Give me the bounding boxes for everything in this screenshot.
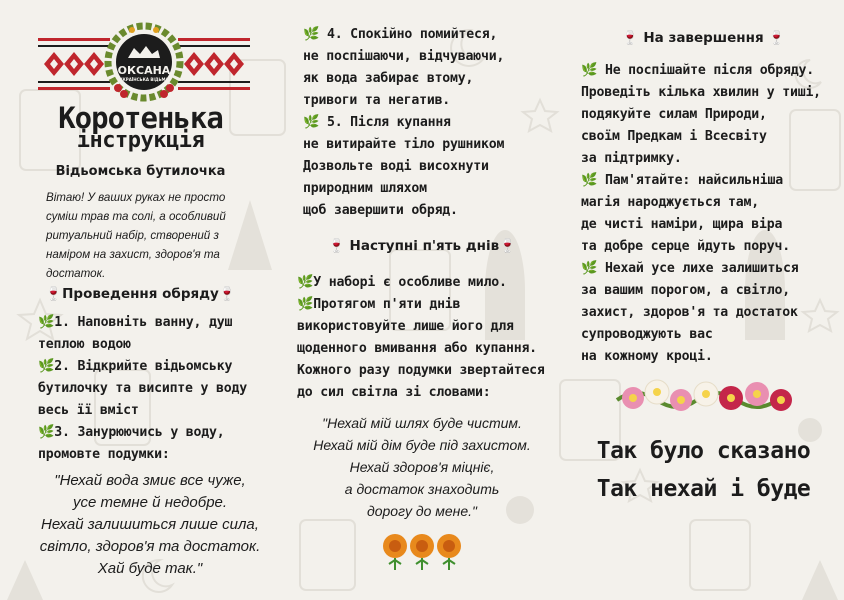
chant-line: "Нехай вода змиє все чуже, xyxy=(54,472,246,489)
next-line: використовуйте лише його для xyxy=(297,319,514,334)
step-row: природним шляхом xyxy=(303,181,427,196)
step-row xyxy=(303,112,561,134)
leaf-icon: 🌿 xyxy=(303,115,327,130)
step-3 xyxy=(38,422,278,466)
section-heading-next-days xyxy=(281,238,563,254)
next-line: Протягом п'яти днів xyxy=(313,297,461,312)
intro-text xyxy=(46,188,276,283)
leaf-icon: 🌿 xyxy=(38,359,55,374)
leaf-icon: 🌿 xyxy=(581,63,605,78)
brand-logo xyxy=(102,18,186,106)
chant-line: Хай буде так." xyxy=(97,560,203,577)
chant-line: дорогу до мене." xyxy=(366,503,478,519)
goblet-icon: 🍷 xyxy=(218,286,236,302)
chant-middle xyxy=(281,412,563,522)
intro-line: Вітаю! У ваших руках не просто xyxy=(46,191,226,204)
left-column xyxy=(0,0,281,600)
finish-line: Проведіть кілька хвилин у тиші, xyxy=(581,85,821,100)
brand-name: ОКСАНА xyxy=(117,64,171,77)
next-line: щоденного вмивання або купання. xyxy=(297,341,537,356)
section-heading-label: На завершення xyxy=(643,30,764,46)
finish-line: де чисті наміри, щира віра xyxy=(581,217,783,232)
middle-column xyxy=(281,0,563,600)
wreath-icon xyxy=(102,18,186,106)
step-line: 4. Спокійно помийтеся, xyxy=(326,27,498,42)
intro-line: ритуальний набір, створений з xyxy=(46,229,219,242)
section-heading-label: Наступні п'ять днів xyxy=(349,238,500,254)
closing-line-1: Так було сказано xyxy=(596,438,811,464)
finish-line: своїм Предкам і Всесвіту xyxy=(581,129,767,144)
next-line: У наборі є особливе мило. xyxy=(313,275,507,290)
step-row: щоб завершити обряд. xyxy=(303,203,458,218)
chant-line: Нехай здоров'я міцніє, xyxy=(349,459,495,475)
chant-line: усе темне й недобре. xyxy=(72,494,228,511)
subtitle: Відьомська бутилочка xyxy=(55,164,226,179)
finish-line: подякуйте силам Природи, xyxy=(581,107,767,122)
intro-line: достаток. xyxy=(46,267,106,280)
ritual-steps xyxy=(38,312,278,466)
chant-line: "Нехай мій шлях буде чистим. xyxy=(322,415,522,431)
next-line: до сил світла зі словами: xyxy=(297,385,491,400)
section-heading-label: Проведення обряду xyxy=(62,286,219,302)
next-days-text xyxy=(297,272,563,404)
next-line: Кожного разу подумки звертайтеся xyxy=(297,363,545,378)
chant-line: Нехай залишиться лише сила, xyxy=(41,516,259,533)
goblet-icon: 🍷 xyxy=(328,238,350,254)
step-line: весь її вміст xyxy=(38,403,139,418)
closing-phrase xyxy=(563,432,844,508)
brand-tagline: УКРАЇНСЬКА ВІДЬМА xyxy=(119,77,169,82)
step-line: 3. Занурюючись у воду, xyxy=(54,425,225,440)
step-row: не витирайте тіло рушником xyxy=(303,137,505,152)
step-row: Дозвольте воді висохнути xyxy=(303,159,489,174)
intro-line: наміром на захист, здоров'я та xyxy=(46,248,220,261)
step-line: 2. Відкрийте відьомську xyxy=(54,359,233,374)
marigold-flowers-icon xyxy=(381,532,463,572)
step-line: теплою водою xyxy=(38,337,131,352)
goblet-icon: 🍷 xyxy=(763,30,786,46)
steps-continued xyxy=(303,24,561,222)
step-row: тривоги та негатив. xyxy=(303,93,451,108)
embroidery-left-icon xyxy=(38,38,110,90)
step-line: бутилочку та висипте у воду xyxy=(38,381,247,396)
leaf-icon: 🌿 xyxy=(581,173,605,188)
step-line: 1. Наповніть ванну, душ xyxy=(54,315,233,330)
closing-line-2: Так нехай і буде xyxy=(596,476,811,502)
finish-line: Не поспішайте після обряду. xyxy=(604,63,814,78)
step-2 xyxy=(38,356,278,422)
section-heading-finish xyxy=(563,30,844,46)
leaf-icon: 🌿 xyxy=(297,275,314,290)
page-title xyxy=(0,102,281,152)
right-column xyxy=(563,0,844,600)
leaf-icon: 🌿 xyxy=(297,297,314,312)
title-line-1: Коротенька xyxy=(58,101,223,135)
chant-line: світло, здоров'я та достаток. xyxy=(39,538,261,555)
step-row: не поспішаючи, відчуваючи, xyxy=(303,49,505,64)
finish-line: захист, здоров'я та достаток xyxy=(581,305,798,320)
finish-line: на кожному кроці. xyxy=(581,349,713,364)
chant-line: Нехай мій дім буде під захистом. xyxy=(313,437,531,453)
finish-line: магія народжується там, xyxy=(581,195,760,210)
step-row: як вода забирає втому, xyxy=(303,71,474,86)
goblet-icon: 🍷 xyxy=(45,286,63,302)
section-heading-ritual xyxy=(0,286,281,302)
step-line: промовте подумки: xyxy=(38,447,170,462)
intro-line: суміш трав та солі, а особливий xyxy=(46,210,226,223)
leaf-icon: 🌿 xyxy=(581,261,605,276)
step-1 xyxy=(38,312,278,356)
finish-line: за підтримку. xyxy=(581,151,682,166)
title-line-2: інструкція xyxy=(76,128,205,153)
chant-line: а достаток знаходить xyxy=(344,481,500,497)
leaf-icon: 🌿 xyxy=(303,27,327,42)
finish-line: та добре серце йдуть поруч. xyxy=(581,239,790,254)
step-row xyxy=(303,24,561,46)
leaf-icon: 🌿 xyxy=(38,425,55,440)
finish-text xyxy=(581,60,843,368)
finish-line: супроводжують вас xyxy=(581,327,713,342)
leaf-icon: 🌿 xyxy=(38,315,55,330)
finish-line: Пам'ятайте: найсильніша xyxy=(604,173,783,188)
finish-line: Нехай усе лихе залишиться xyxy=(604,261,799,276)
step-line: 5. Після купання xyxy=(326,115,451,130)
chant-left xyxy=(0,470,300,580)
flower-garland-icon xyxy=(611,374,801,420)
goblet-icon: 🍷 xyxy=(621,30,644,46)
finish-line: за вашим порогом, а світло, xyxy=(581,283,790,298)
goblet-icon: 🍷 xyxy=(499,238,516,254)
embroidery-right-icon xyxy=(178,38,250,90)
